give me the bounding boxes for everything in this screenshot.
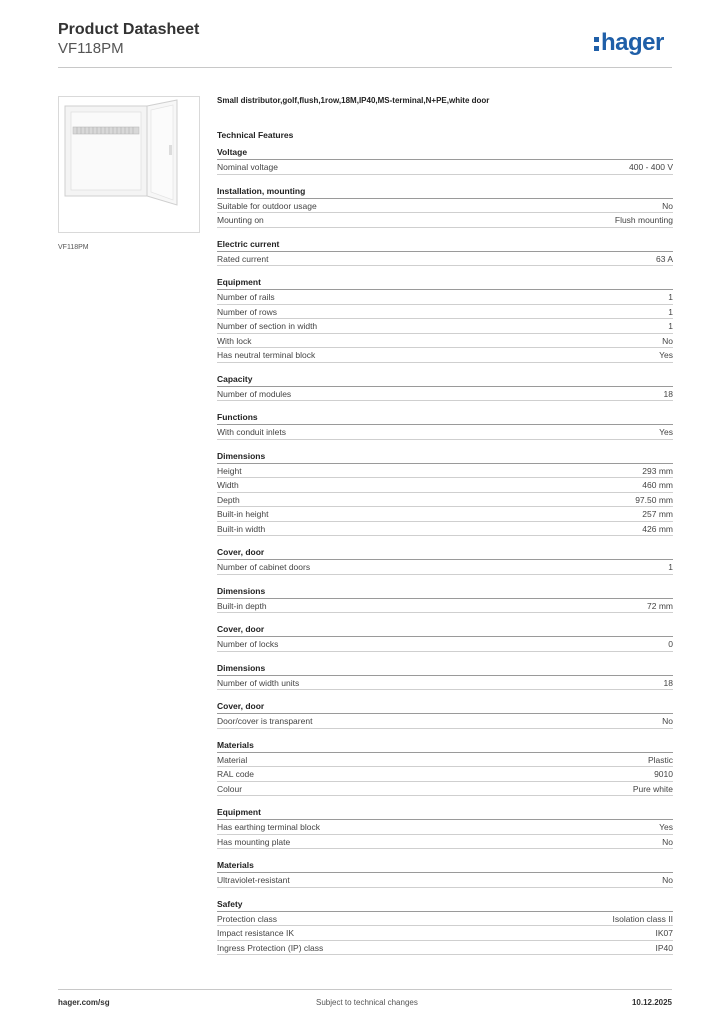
- feature-label: Built-in depth: [217, 600, 267, 611]
- group-title: Voltage: [217, 146, 673, 160]
- feature-label: Has mounting plate: [217, 836, 291, 847]
- feature-label: Built-in height: [217, 509, 269, 519]
- feature-group: [217, 411, 673, 440]
- feature-row: [217, 753, 673, 768]
- feature-label: Ultraviolet-resistant: [217, 875, 290, 885]
- group-title: Equipment: [217, 806, 673, 820]
- feature-value: 293 mm: [642, 465, 673, 476]
- feature-row: [217, 290, 673, 305]
- feature-value: No: [662, 200, 673, 211]
- feature-value: No: [662, 836, 673, 847]
- group-title: Installation, mounting: [217, 185, 673, 199]
- header-divider: [58, 67, 672, 68]
- footer-notice: Subject to technical changes: [316, 998, 418, 1007]
- feature-label: Ingress Protection (IP) class: [217, 942, 324, 953]
- feature-group: [217, 276, 673, 363]
- group-title: Capacity: [217, 373, 673, 387]
- footer-website: hager.com/sg: [58, 998, 110, 1007]
- feature-row: [217, 676, 673, 691]
- feature-value: 63 A: [655, 253, 673, 264]
- feature-label: Suitable for outdoor usage: [217, 200, 317, 211]
- feature-row: [217, 820, 673, 835]
- feature-label: Has neutral terminal block: [217, 350, 316, 360]
- feature-value: Pure white: [632, 783, 673, 794]
- footer-divider: [58, 989, 672, 990]
- feature-label: Rated current: [217, 253, 269, 264]
- feature-group: [217, 185, 673, 228]
- feature-row: [217, 941, 673, 956]
- feature-value: 9010: [654, 769, 673, 779]
- hager-logo: [594, 29, 664, 57]
- feature-group: [217, 898, 673, 956]
- feature-value: 1: [668, 321, 673, 331]
- feature-label: With conduit inlets: [217, 427, 286, 437]
- feature-value: No: [662, 335, 673, 346]
- feature-value: Yes: [659, 350, 673, 360]
- group-title: Equipment: [217, 276, 673, 290]
- feature-group: [217, 373, 673, 402]
- feature-value: 400 - 400 V: [629, 162, 673, 172]
- feature-label: Material: [217, 754, 248, 765]
- product-description: Small distributor,golf,flush,1row,18M,IP40,MS-terminal,N+PE,white door: [217, 96, 490, 105]
- feature-row: [217, 599, 673, 614]
- image-caption: VF118PM: [58, 244, 89, 251]
- feature-row: [217, 199, 673, 214]
- feature-row: [217, 334, 673, 349]
- logo-text: hager: [601, 29, 664, 56]
- feature-row: [217, 319, 673, 334]
- feature-value: Plastic: [647, 754, 673, 765]
- feature-value: 18: [663, 677, 673, 688]
- feature-row: [217, 305, 673, 320]
- distribution-board-illustration: [59, 97, 199, 232]
- group-title: Materials: [217, 859, 673, 873]
- product-code: VF118PM: [58, 40, 124, 57]
- technical-features-heading: Technical Features: [217, 130, 294, 140]
- feature-group: [217, 859, 673, 888]
- feature-row: [217, 507, 673, 522]
- feature-label: Number of locks: [217, 639, 279, 649]
- feature-value: Yes: [659, 822, 673, 832]
- feature-row: [217, 782, 673, 797]
- feature-group: [217, 585, 673, 614]
- feature-group: [217, 546, 673, 575]
- feature-label: Built-in width: [217, 523, 266, 534]
- page-title: Product Datasheet: [58, 21, 200, 38]
- feature-label: Protection class: [217, 913, 277, 924]
- feature-label: Mounting on: [217, 215, 264, 225]
- feature-value: 1: [668, 562, 673, 572]
- feature-value: IK07: [655, 928, 673, 938]
- feature-value: 1: [668, 292, 673, 302]
- group-title: Cover, door: [217, 623, 673, 637]
- feature-value: 460 mm: [642, 480, 673, 490]
- feature-value: 1: [668, 306, 673, 317]
- feature-label: Has earthing terminal block: [217, 822, 320, 832]
- feature-value: No: [662, 875, 673, 885]
- feature-row: [217, 714, 673, 729]
- feature-row: [217, 637, 673, 652]
- feature-group: [217, 662, 673, 691]
- feature-label: Width: [217, 480, 239, 490]
- feature-label: Impact resistance IK: [217, 928, 295, 938]
- feature-label: Number of modules: [217, 388, 292, 399]
- feature-value: 97.50 mm: [635, 494, 673, 505]
- feature-value: IP40: [655, 942, 673, 953]
- group-title: Electric current: [217, 238, 673, 252]
- technical-content: [217, 95, 673, 955]
- feature-group: [217, 700, 673, 729]
- feature-group: [217, 739, 673, 797]
- feature-label: Number of cabinet doors: [217, 562, 311, 572]
- feature-label: Number of width units: [217, 677, 300, 688]
- feature-group: [217, 623, 673, 652]
- feature-value: 72 mm: [647, 600, 673, 611]
- feature-value: 18: [663, 388, 673, 399]
- feature-row: [217, 835, 673, 850]
- feature-value: Isolation class II: [612, 913, 673, 924]
- feature-row: [217, 493, 673, 508]
- group-title: Dimensions: [217, 662, 673, 676]
- feature-group: [217, 806, 673, 849]
- group-title: Cover, door: [217, 700, 673, 714]
- feature-groups: [217, 146, 673, 955]
- feature-label: Height: [217, 465, 242, 476]
- feature-label: Colour: [217, 783, 243, 794]
- feature-row: [217, 873, 673, 888]
- feature-row: [217, 464, 673, 479]
- feature-group: [217, 450, 673, 537]
- feature-value: Flush mounting: [614, 215, 673, 225]
- group-title: Safety: [217, 898, 673, 912]
- feature-row: [217, 522, 673, 537]
- group-title: Functions: [217, 411, 673, 425]
- feature-row: [217, 213, 673, 228]
- feature-label: Number of rows: [217, 306, 277, 317]
- feature-group: [217, 146, 673, 175]
- feature-row: [217, 160, 673, 175]
- feature-label: Depth: [217, 494, 240, 505]
- group-title: Dimensions: [217, 450, 673, 464]
- feature-label: Door/cover is transparent: [217, 716, 313, 726]
- group-title: Cover, door: [217, 546, 673, 560]
- logo-mark-icon: [594, 37, 599, 42]
- product-image: [58, 96, 200, 233]
- group-title: Materials: [217, 739, 673, 753]
- feature-row: [217, 767, 673, 782]
- group-title: Dimensions: [217, 585, 673, 599]
- feature-row: [217, 387, 673, 402]
- feature-row: [217, 348, 673, 363]
- feature-row: [217, 478, 673, 493]
- feature-row: [217, 926, 673, 941]
- feature-label: Nominal voltage: [217, 162, 278, 172]
- feature-row: [217, 425, 673, 440]
- feature-value: Yes: [659, 427, 673, 437]
- feature-group: [217, 238, 673, 267]
- feature-value: No: [662, 716, 673, 726]
- feature-row: [217, 912, 673, 927]
- feature-row: [217, 252, 673, 267]
- feature-label: Number of rails: [217, 292, 275, 302]
- feature-value: 426 mm: [642, 523, 673, 534]
- feature-value: 0: [668, 639, 673, 649]
- feature-label: RAL code: [217, 769, 255, 779]
- footer-date: 10.12.2025: [631, 998, 672, 1007]
- feature-label: With lock: [217, 335, 252, 346]
- feature-row: [217, 560, 673, 575]
- feature-value: 257 mm: [642, 509, 673, 519]
- feature-label: Number of section in width: [217, 321, 318, 331]
